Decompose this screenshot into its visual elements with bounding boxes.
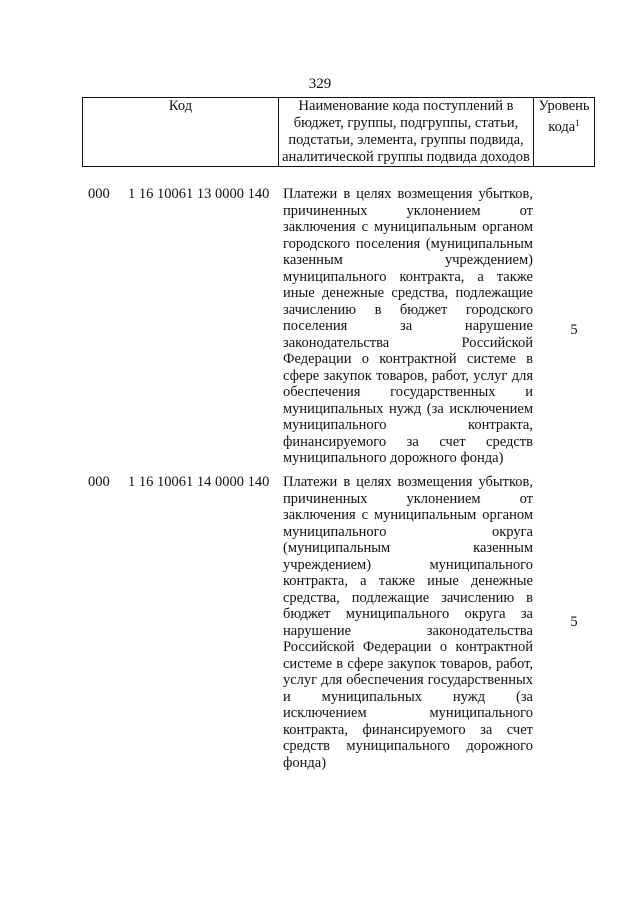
page-number: 329 bbox=[308, 76, 332, 92]
row-budget-code: 000 bbox=[88, 474, 110, 490]
header-row bbox=[83, 98, 595, 167]
header-code: Код bbox=[83, 98, 279, 167]
row-description: Платежи в целях возмещения убытков, причиненных уклонением от заключения с муниципальным органом городского поселения (муниципальным казенным учреждением) муниципального контракта, а также иные денежные средства, подлежащие зачислению в бюджет городского поселения за нарушение законодательства Российской Федерации о контрактной системе в сфере закупок товаров, работ, услуг для обеспечения государственных и муниципальных нужд (за исключением муниципального контракта, финансируемого за счет средств муниципального дорожного фонда) bbox=[283, 186, 533, 466]
header-level bbox=[534, 98, 595, 167]
row-description: Платежи в целях возмещения убытков, причиненных уклонением от заключения с муниципальным органом муниципального округа (муниципальным казенным учреждением) муниципального контракта, а также иные денежные средства, подлежащие зачислению в бюджет муниципального округа за нарушение законодательства Российской Федерации о контрактной системе в сфере закупок товаров, работ, услуг для обеспечения государственных и муниципальных нужд (за исключением муниципального контракта, финансируемого за счет средств муниципального дорожного фонда) bbox=[283, 474, 533, 771]
row-code: 1 16 10061 14 0000 140 bbox=[128, 474, 270, 490]
header-table bbox=[82, 97, 595, 167]
row-code: 1 16 10061 13 0000 140 bbox=[128, 186, 270, 202]
header-level-label: Уровень кода bbox=[538, 98, 590, 135]
row-level: 5 bbox=[570, 614, 578, 630]
header-name: Наименование кода поступлений в бюджет, группы, подгруппы, статьи, подстатьи, элемента, группы подвида, аналитической группы подвида доходов bbox=[279, 98, 534, 167]
header-level-footnote: 1 bbox=[575, 118, 580, 128]
row-budget-code: 000 bbox=[88, 186, 110, 202]
row-level: 5 bbox=[570, 322, 578, 338]
